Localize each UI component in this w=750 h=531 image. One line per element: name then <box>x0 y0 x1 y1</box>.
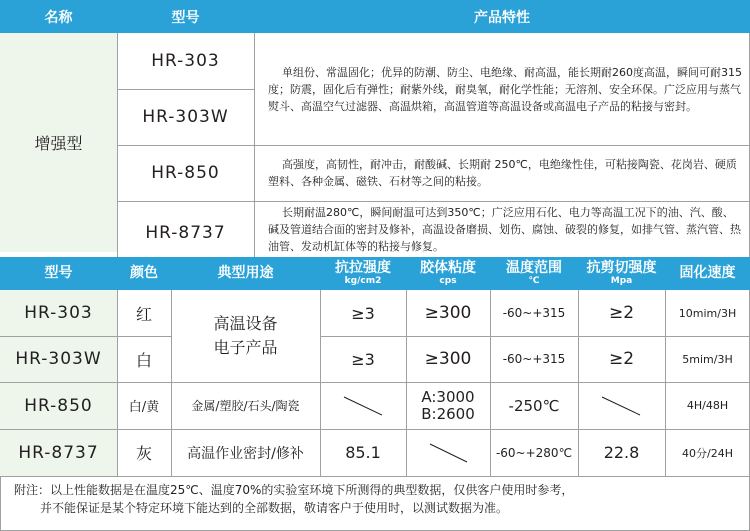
spec-header-tensile-label: 抗拉强度 <box>335 259 391 276</box>
spec-viscosity-303w: ≥300 <box>424 349 472 369</box>
spec-header-usage <box>171 257 320 290</box>
spec-header-shear-label: 抗剪切强度 <box>586 259 657 276</box>
feature-text-8737: 长期耐温280℃，瞬间耐温可达到350℃；广泛应用石化、电力等高温工况下的油、汽、酸、碱及管道结合面的密封及修补，高温设备磨损、划伤、腐蚀、破裂的修复，如排气管、蒸汽管、热油管、发动机缸体等的粘接与修复。 <box>268 205 741 253</box>
spec-viscosity-850-b: B:2600 <box>421 404 475 423</box>
spec-header-tensile <box>320 257 406 290</box>
na-slash-viscosity-8737 <box>430 444 467 462</box>
spec-row-model-8737: HR-8737 <box>0 429 117 476</box>
spec-viscosity-850-a: A:3000 <box>421 387 475 406</box>
spec-header-color <box>117 257 171 290</box>
spec-temp-850: -250℃ <box>508 396 560 415</box>
spec-tensile-303w: ≥3 <box>351 349 375 369</box>
spec-header-viscosity <box>406 257 490 290</box>
spec-header-color-label: 颜色 <box>130 265 158 282</box>
spec-temp-303: -60~+315 <box>502 306 566 320</box>
top-model-850: HR-850 <box>151 163 220 183</box>
spec-viscosity-850 <box>406 382 490 429</box>
spec-row-model-303w: HR-303W <box>0 336 117 382</box>
footnote-line2: 并不能保证是某个特定环境下能达到的全部数据，敬请客户于使用时，以测试数据为准。 <box>40 501 509 515</box>
spec-header-temp <box>490 257 578 290</box>
spec-color-303: 红 <box>135 304 152 324</box>
feature-desc-303 <box>254 33 750 145</box>
spec-viscosity-303: ≥300 <box>424 303 472 323</box>
spec-shear-303: ≥2 <box>608 303 635 323</box>
footnote <box>14 481 744 517</box>
header-name: 名称 <box>0 0 117 33</box>
spec-header-cure <box>665 257 750 290</box>
spec-color-303w: 白 <box>135 350 152 370</box>
na-slash-shear-850 <box>602 397 640 415</box>
spec-header-model <box>0 257 117 290</box>
spec-row-model-303: HR-303 <box>0 290 117 336</box>
spec-usage-line2: 电子产品 <box>213 338 278 357</box>
spec-tensile-303: ≥3 <box>351 303 375 323</box>
feature-text-303: 单组份、常温固化；优异的防潮、防尘、电绝缘、耐高温，能长期耐260度高温，瞬间可耐315度；防震，固化后有弹性；耐紫外线，耐臭氧，耐化学性能；无溶剂、安全环保。广泛应用与蒸气熨斗、高温空气过滤器、高温烘箱，高温管道等高温设备或高温电子产品的粘接与密封。 <box>268 65 742 113</box>
spec-usage-8737: 高温作业密封/修补 <box>187 445 304 462</box>
spec-cure-8737: 40分/24H <box>682 446 733 460</box>
spec-temp-8737: -60~+280℃ <box>495 445 573 460</box>
header-model: 型号 <box>117 0 254 33</box>
top-model-303: HR-303 <box>151 51 220 71</box>
spec-header-temp-unit: ℃ <box>528 275 540 286</box>
spec-header-cure-label: 固化速度 <box>679 265 736 282</box>
spec-cure-303: 10mim/3H <box>678 306 737 320</box>
top-model-303w: HR-303W <box>142 107 229 127</box>
feature-text-850: 高强度，高韧性，耐冲击，耐酸碱、长期耐 250℃，电绝缘性佳，可粘接陶瓷、花岗岩、硬质塑料、各种金属、磁铁、石材等之间的粘接。 <box>268 158 737 188</box>
spec-usage-merged <box>171 290 320 382</box>
spec-cure-303w: 5mim/3H <box>682 352 733 366</box>
feature-desc-850 <box>254 145 750 201</box>
footnote-line1: 附注：以上性能数据是在温度25℃、温度70%的实验室环境下所测得的典型数据，仅供客户使用时参考， <box>14 483 574 497</box>
category-cell: 增强型 <box>0 33 117 251</box>
spec-header-temp-label: 温度范围 <box>506 259 562 276</box>
spec-header-shear-unit: Mpa <box>610 275 633 286</box>
spec-header-viscosity-unit: cps <box>439 275 457 286</box>
na-slash-tensile-850 <box>344 397 382 415</box>
spec-color-850: 白/黄 <box>128 400 160 415</box>
spec-usage-850: 金属/塑胶/石头/陶瓷 <box>191 399 300 413</box>
spec-cure-850: 4H/48H <box>686 399 729 412</box>
spec-header-usage-label: 典型用途 <box>217 265 274 282</box>
spec-row-model-850: HR-850 <box>0 382 117 429</box>
spec-header-shear <box>578 257 665 290</box>
spec-header-tensile-unit: kg/cm2 <box>344 275 382 286</box>
spec-shear-303w: ≥2 <box>608 349 635 369</box>
spec-shear-8737: 22.8 <box>603 443 640 462</box>
spec-usage-line1: 高温设备 <box>213 314 278 333</box>
spec-temp-303w: -60~+315 <box>502 352 566 366</box>
spec-tensile-8737: 85.1 <box>345 443 381 462</box>
spec-header-model-label: 型号 <box>44 265 73 282</box>
feature-desc-8737 <box>254 201 750 257</box>
top-model-8737: HR-8737 <box>145 223 226 243</box>
header-features: 产品特性 <box>254 0 750 33</box>
spec-header-viscosity-label: 胶体粘度 <box>420 259 476 276</box>
spec-color-8737: 灰 <box>135 444 152 463</box>
